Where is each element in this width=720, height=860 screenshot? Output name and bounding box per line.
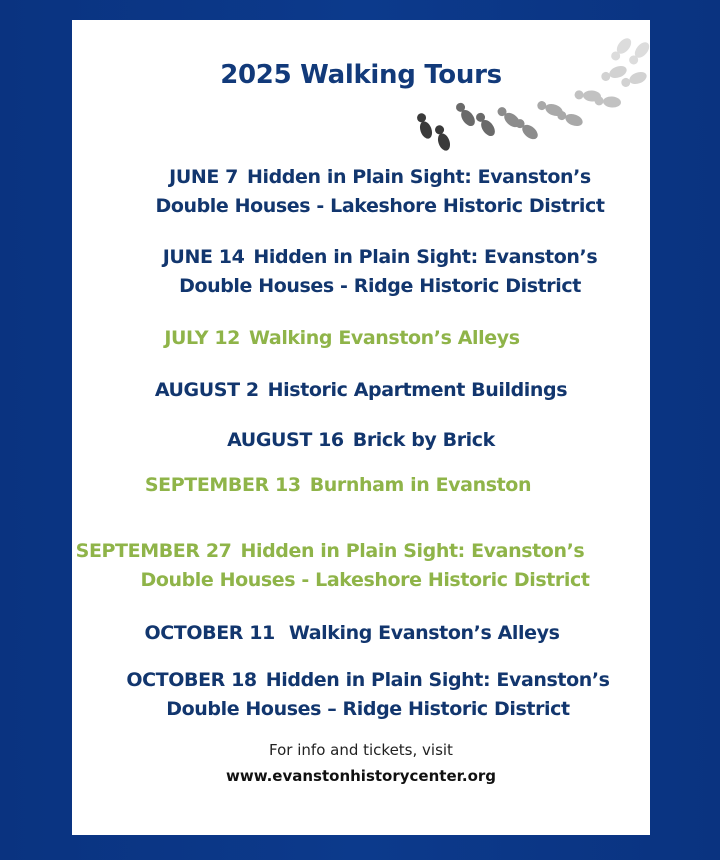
tour-date: JUNE 14 [162, 246, 245, 268]
tour-title: Historic Apartment Buildings [267, 379, 568, 401]
tour-date: OCTOBER 18 [126, 669, 257, 691]
tour-line-1 [131, 376, 591, 405]
tour-item-october-18 [118, 666, 618, 724]
tour-line-2: Double Houses - Ridge Historic District [179, 275, 581, 297]
tour-title: Hidden in Plain Sight: Evanston’s [253, 246, 598, 268]
tour-line-1 [40, 537, 620, 566]
footprint-shape [513, 117, 540, 142]
tour-item-july-12 [112, 324, 572, 353]
tour-item-september-27 [75, 537, 620, 595]
tour-title: Hidden in Plain Sight: Evanston’s [265, 669, 610, 691]
tour-title: Brick by Brick [352, 429, 495, 451]
footprint-shape [594, 95, 621, 108]
tour-title: Hidden in Plain Sight: Evanston’s [240, 540, 585, 562]
poster-card [72, 20, 650, 835]
tour-line-1 [131, 426, 591, 455]
footprint-shape [556, 109, 585, 128]
tour-title: Burnham in Evanston [309, 474, 532, 496]
tour-line-1 [150, 243, 610, 272]
tour-line-2: Double Houses - Lakeshore Historic District [155, 195, 605, 217]
tour-date: AUGUST 2 [154, 379, 259, 401]
footprint-shape [415, 112, 434, 141]
tour-date: OCTOBER 11 [144, 622, 275, 644]
tour-date: SEPTEMBER 13 [144, 474, 301, 496]
tour-item-august-2 [131, 376, 591, 405]
tour-date: JUNE 7 [169, 166, 238, 188]
tour-line-1 [150, 163, 610, 192]
tour-line-1 [108, 471, 568, 500]
footer-url: www.evanstonhistorycenter.org [225, 767, 497, 785]
tour-title: Hidden in Plain Sight: Evanston’s [246, 166, 591, 188]
tour-item-october-11 [122, 619, 582, 648]
footprints-icon [412, 20, 650, 160]
tour-line-1 [118, 666, 618, 695]
tour-item-september-13 [108, 471, 568, 500]
footer-info: For info and tickets, visit [269, 741, 453, 759]
footprint-shape [433, 124, 452, 153]
tour-item-june-7 [150, 163, 610, 221]
tour-title: Walking Evanston’s Alleys [288, 622, 560, 644]
tour-date: JULY 12 [164, 327, 241, 349]
footprint-shape [453, 101, 477, 129]
footprint-shape [473, 111, 497, 139]
tour-line-2: Double Houses – Ridge Historic District [166, 698, 570, 720]
tour-date: AUGUST 16 [227, 429, 344, 451]
poster-title: 2025 Walking Tours [220, 60, 502, 90]
tour-line-1 [112, 324, 572, 353]
tour-title: Walking Evanston’s Alleys [249, 327, 520, 349]
footer [72, 737, 650, 789]
tour-item-august-16 [131, 426, 591, 455]
tour-line-2: Double Houses - Lakeshore Historic District [140, 569, 590, 591]
tour-line-1 [122, 619, 582, 648]
tour-item-june-14 [150, 243, 610, 301]
tour-date: SEPTEMBER 27 [75, 540, 232, 562]
